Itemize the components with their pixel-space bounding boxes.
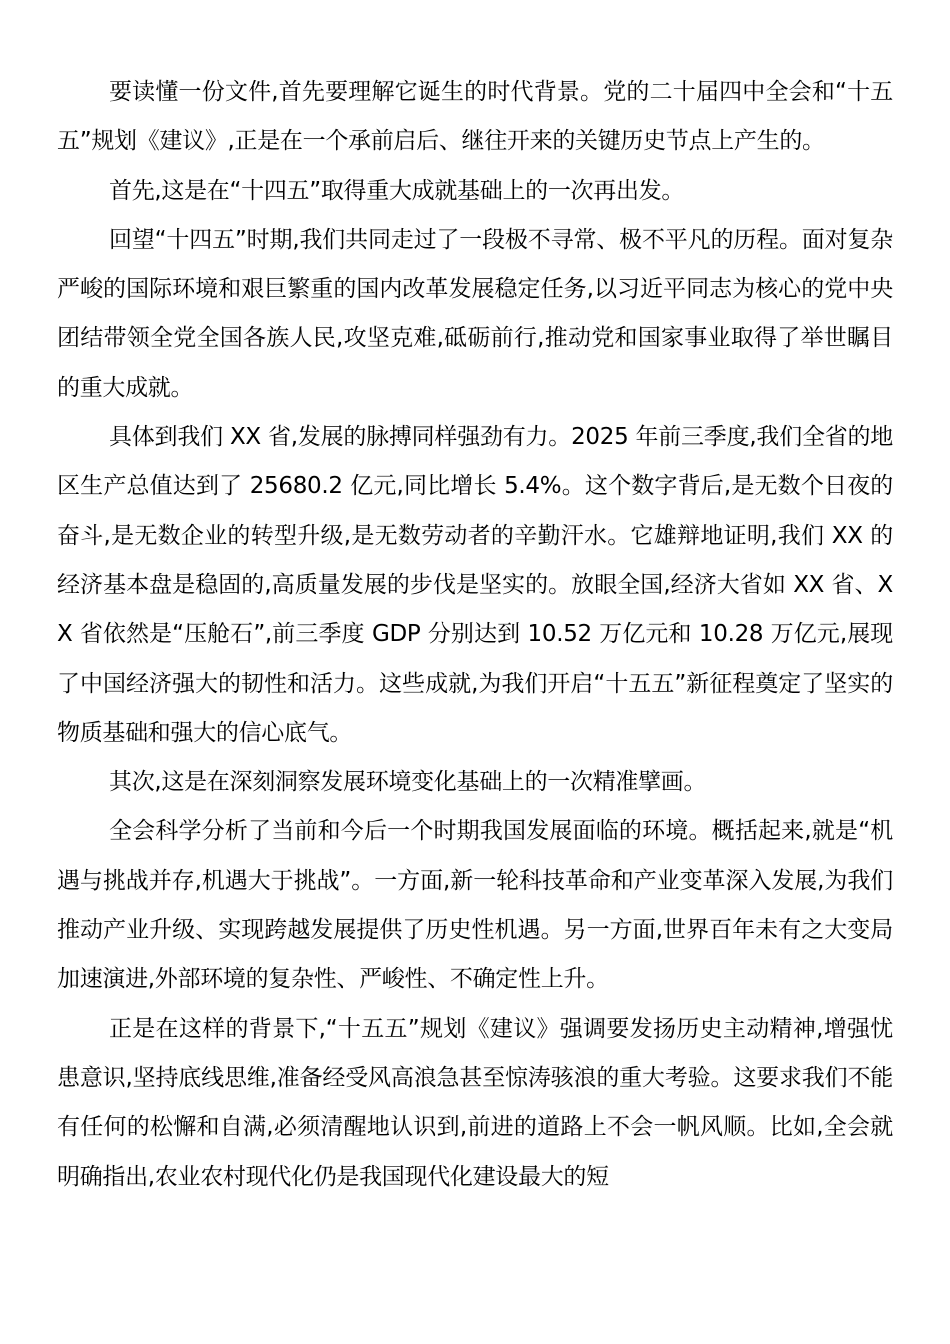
paragraph-point-2-heading: 其次,这是在深刻洞察发展环境变化基础上的一次精准擘画。 <box>109 769 707 796</box>
paragraph-intro: 要读懂一份文件,首先要理解它诞生的时代背景。党的二十届四中全会和“十五五”规划《建议》,正是在一个承前启后、继往开来的关键历史节点上产生的。 <box>57 79 893 155</box>
paragraph-point-2-analysis: 全会科学分析了当前和今后一个时期我国发展面临的环境。概括起来,就是“机遇与挑战并存,机遇大于挑战”。一方面,新一轮科技革命和产业变革深入发展,为我们推动产业升级、实现跨越发展提供了历史性机遇。另一方面,世界百年未有之大变局加速演进,外部环境的复杂性、严峻性、不确定性上升。 <box>57 818 893 993</box>
document-page <box>57 68 893 1202</box>
paragraph-point-1-province: 具体到我们 XX 省,发展的脉搏同样强劲有力。2025 年前三季度,我们全省的地区生产总值达到了 25680.2 亿元,同比增长 5.4%。这个数字背后,是无数个日夜的奋斗,是无数企业的转型升级,是无数劳动者的辛勤汗水。它雄辩地证明,我们 XX 的经济基本盘是稳固的,高质量发展的步伐是坚实的。放眼全国,经济大省如 XX 省、XX 省依然是“压舱石”,前三季度 GDP 分别达到 10.52 万亿元和 10.28 万亿元,展现了中国经济强大的韧性和活力。这些成就,为我们开启“十五五”新征程奠定了坚实的物质基础和强大的信心底气。 <box>57 424 893 746</box>
paragraph-point-1-heading: 首先,这是在“十四五”取得重大成就基础上的一次再出发。 <box>109 177 685 204</box>
paragraph-point-2-requirement: 正是在这样的背景下,“十五五”规划《建议》强调要发扬历史主动精神,增强忧患意识,坚持底线思维,准备经受风高浪急甚至惊涛骇浪的重大考验。这要求我们不能有任何的松懈和自满,必须清醒地认识到,前进的道路上不会一帆风顺。比如,全会就明确指出,农业农村现代化仍是我国现代化建设最大的短 <box>57 1015 893 1190</box>
paragraph-point-1-review: 回望“十四五”时期,我们共同走过了一段极不寻常、极不平凡的历程。面对复杂严峻的国际环境和艰巨繁重的国内改革发展稳定任务,以习近平同志为核心的党中央团结带领全党全国各族人民,攻坚克难,砥砺前行,推动党和国家事业取得了举世瞩目的重大成就。 <box>57 226 893 401</box>
